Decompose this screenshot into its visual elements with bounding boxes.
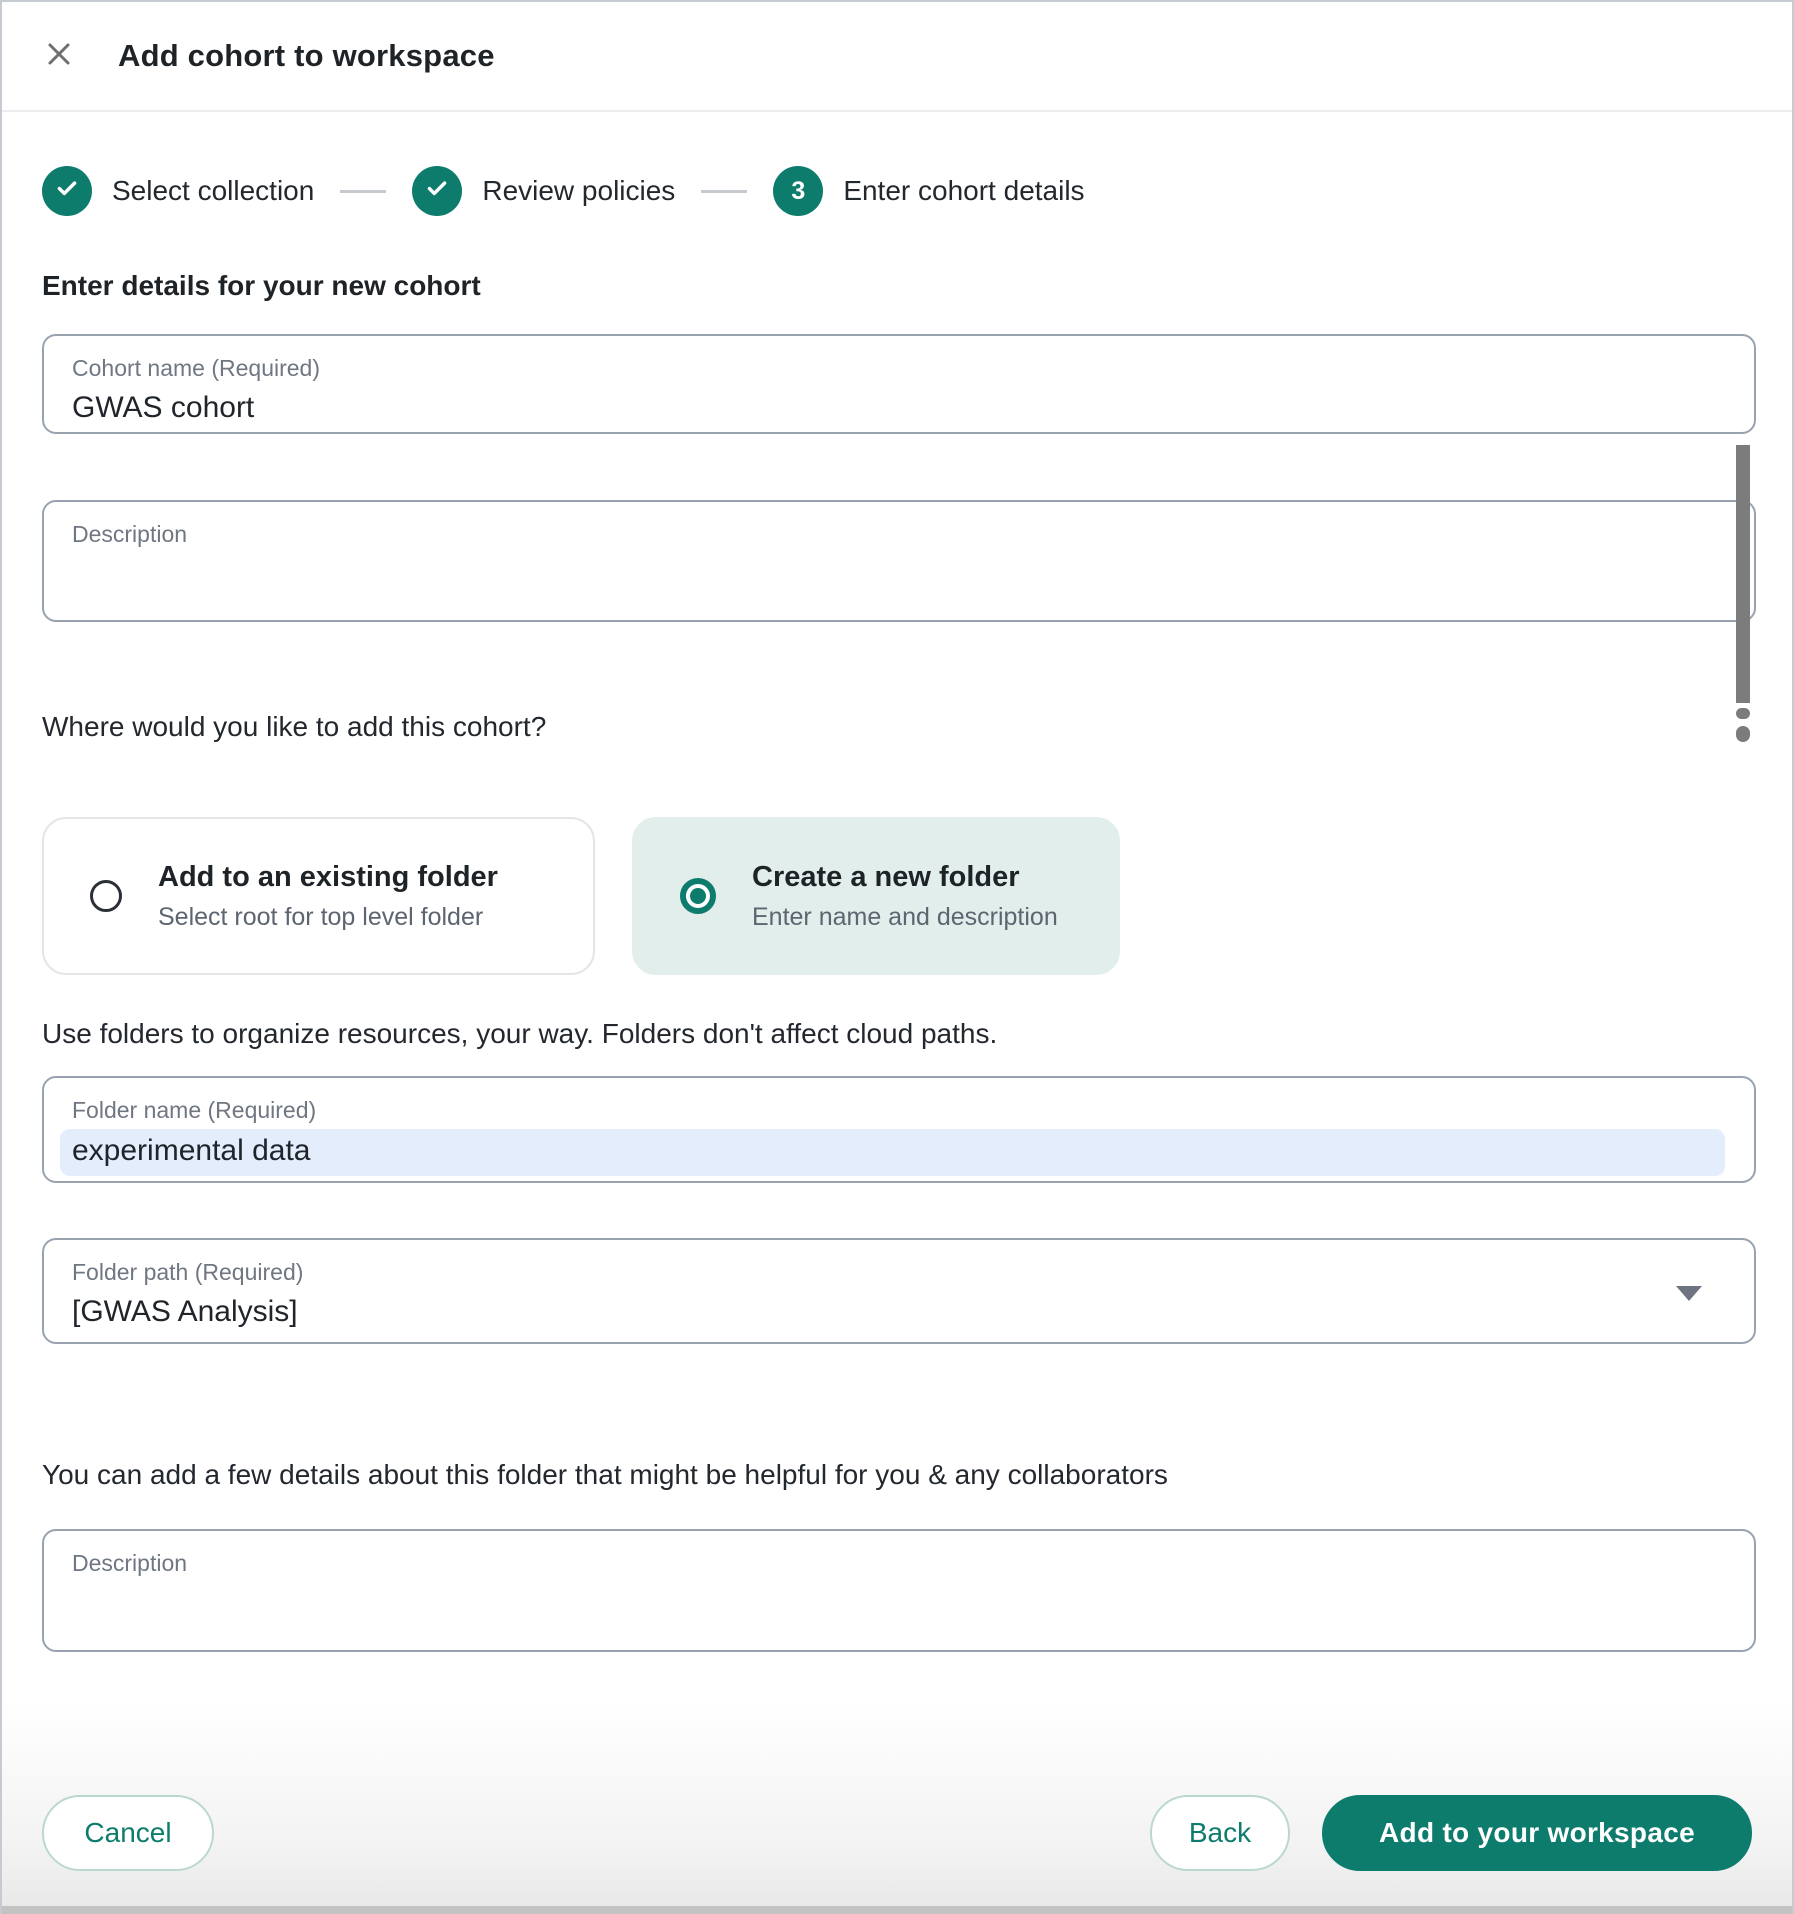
cohort-name-label: Cohort name (Required) (72, 355, 321, 381)
folder-path-select[interactable] (42, 1238, 1756, 1344)
step-2-label: Review policies (482, 175, 676, 206)
step-1-circle (42, 166, 92, 216)
step-separator (340, 190, 386, 193)
folders-note: Use folders to organize resources, your way. Folders don't affect cloud paths. (42, 1018, 998, 1049)
folder-path-label: Folder path (Required) (72, 1259, 304, 1285)
step-review-policies[interactable] (412, 166, 675, 216)
option-existing-title: Add to an existing folder (158, 861, 498, 893)
step-2-circle (412, 166, 462, 216)
folder-name-value: experimental data (60, 1129, 1725, 1176)
cohort-description-placeholder: Description (72, 521, 188, 547)
stepper (42, 166, 1752, 216)
cohort-name-value: GWAS cohort (72, 391, 255, 424)
step-3-label: Enter cohort details (843, 175, 1085, 206)
folder-description-field[interactable] (42, 1529, 1756, 1652)
scrollbar-fragment[interactable] (1736, 726, 1750, 742)
add-location-question: Where would you like to add this cohort? (42, 711, 547, 742)
cohort-description-field[interactable] (42, 500, 1756, 622)
option-create-title: Create a new folder (752, 861, 1020, 893)
cohort-details-heading: Enter details for your new cohort (42, 270, 481, 301)
modal-header (2, 2, 1792, 112)
cohort-name-field[interactable] (42, 334, 1756, 434)
step-separator (701, 190, 747, 193)
close-button[interactable] (42, 39, 76, 73)
folder-description-placeholder: Description (72, 1550, 188, 1576)
option-existing-folder[interactable] (42, 817, 595, 975)
option-create-subtitle: Enter name and description (752, 903, 1058, 931)
folder-name-field[interactable] (42, 1076, 1756, 1183)
folder-details-note: You can add a few details about this folder that might be helpful for you & any collaborators (42, 1459, 1168, 1490)
radio-selected-icon[interactable] (680, 878, 716, 914)
modal-body (2, 166, 1792, 1652)
close-icon (44, 39, 74, 74)
step-3-circle: 3 (773, 166, 823, 216)
radio-dot (690, 888, 706, 904)
modal-title: Add cohort to workspace (118, 38, 495, 73)
radio-unselected-icon[interactable] (90, 880, 122, 912)
step-select-collection[interactable] (42, 166, 314, 216)
step-1-label: Select collection (112, 175, 315, 206)
chevron-down-icon (1676, 1286, 1702, 1301)
cancel-button[interactable]: Cancel (42, 1795, 214, 1871)
folder-path-value: [GWAS Analysis] (72, 1295, 298, 1328)
scrollbar-fragment[interactable] (1736, 708, 1750, 719)
step-enter-cohort-details (773, 166, 1084, 216)
option-existing-text (158, 858, 498, 934)
folder-option-group (42, 817, 1752, 975)
option-create-folder[interactable] (632, 817, 1120, 975)
check-icon (54, 175, 80, 208)
option-existing-subtitle: Select root for top level folder (158, 903, 484, 931)
option-create-text (752, 858, 1058, 934)
back-button[interactable]: Back (1150, 1795, 1290, 1871)
folder-name-label: Folder name (Required) (72, 1097, 317, 1123)
modal-footer (2, 1700, 1792, 1914)
check-icon (424, 175, 450, 208)
scrollbar-thumb[interactable] (1736, 445, 1750, 703)
add-to-workspace-button[interactable]: Add to your workspace (1322, 1795, 1752, 1871)
